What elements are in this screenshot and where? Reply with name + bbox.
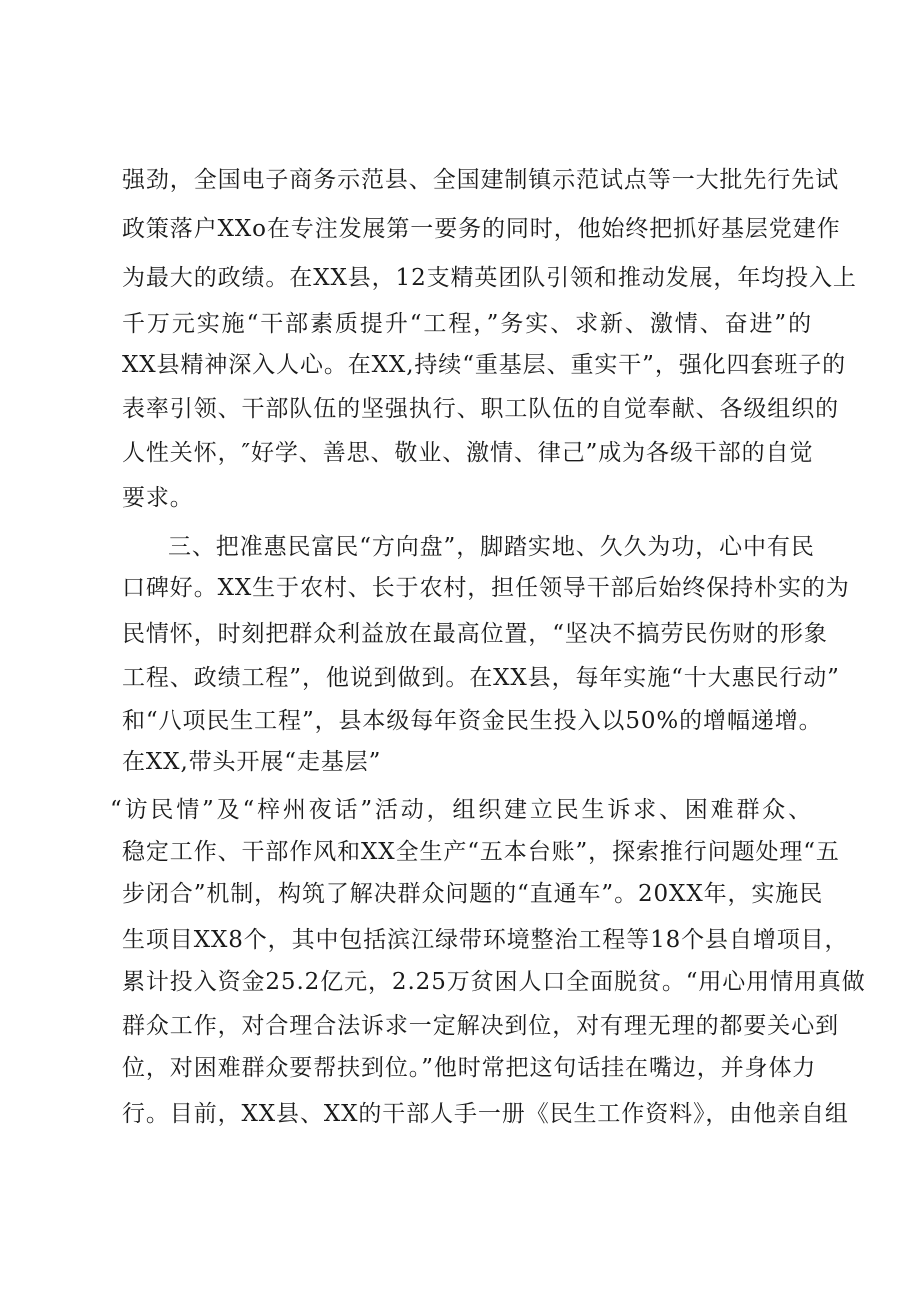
section-heading-line: 三、把准惠民富民“方向盘”，脚踏实地、久久为功，心中有民 bbox=[168, 534, 815, 560]
text-line: 群众工作，对合理合法诉求一定解决到位，对有理无理的都要关心到 bbox=[122, 1013, 839, 1039]
text-line: 步闭合”机制，构筑了解决群众问题的“直通车”。20XX年，实施民 bbox=[122, 881, 824, 907]
text-line: 口碑好。XX生于农村、长于农村，担任领导干部后始终保持朴实的为 bbox=[122, 575, 850, 601]
text-line: 民情怀，时刻把群众利益放在最高位置，“坚决不搞劳民伤财的形象 bbox=[122, 621, 828, 647]
text-line: 和“八项民生工程”，县本级每年资金民生投入以50%的增幅递增。 bbox=[122, 708, 823, 734]
text-line: 强劲，全国电子商务示范县、全国建制镇示范试点等一大批先行先试 bbox=[122, 167, 839, 193]
text-line: 在XX,带头开展“走基层” bbox=[122, 749, 382, 775]
text-line: XX县精神深入人心。在XX,持续“重基层、重实干”，强化四套班子的 bbox=[122, 352, 847, 378]
text-line: 生项目XX8个，其中包括滨江绿带环境整治工程等18个县自增项目， bbox=[122, 927, 849, 953]
text-line: 累计投入资金25.2亿元，2.25万贫困人口全面脱贫。“用心用情用真做 bbox=[122, 969, 866, 995]
text-line: 稳定工作、干部作风和XX全生产“五本台账”，探索推行问题处理“五 bbox=[122, 839, 840, 865]
text-line: 要求。 bbox=[122, 485, 194, 511]
text-line: 表率引领、干部队伍的坚强执行、职工队伍的自觉奉献、各级组织的 bbox=[122, 396, 839, 422]
text-line: 工程、政绩工程”，他说到做到。在XX县，每年实施“十大惠民行动” bbox=[122, 665, 840, 691]
text-line: 人性关怀，″好学、善思、敬业、激情、律己”成为各级干部的自觉 bbox=[122, 440, 814, 466]
text-line: 行。目前，XX县、XX的干部人手一册《民生工作资料》，由他亲自组 bbox=[122, 1101, 849, 1127]
text-line: 政策落户XXo在专注发展第一要务的同时，他始终把抓好基层党建作 bbox=[122, 216, 841, 242]
text-line: “访民情”及“梓州夜话”活动，组织建立民生诉求、困难群众、 bbox=[110, 797, 812, 823]
text-line: 位，对困难群众要帮扶到位。”他时常把这句话挂在嘴边，并身体力 bbox=[122, 1055, 817, 1081]
text-line: 为最大的政绩。在XX县，12支精英团队引领和推动发展，年均投入上 bbox=[122, 265, 857, 291]
text-line: 千万元实施“干部素质提升“工程，”务实、求新、激情、奋进”的 bbox=[122, 311, 812, 337]
